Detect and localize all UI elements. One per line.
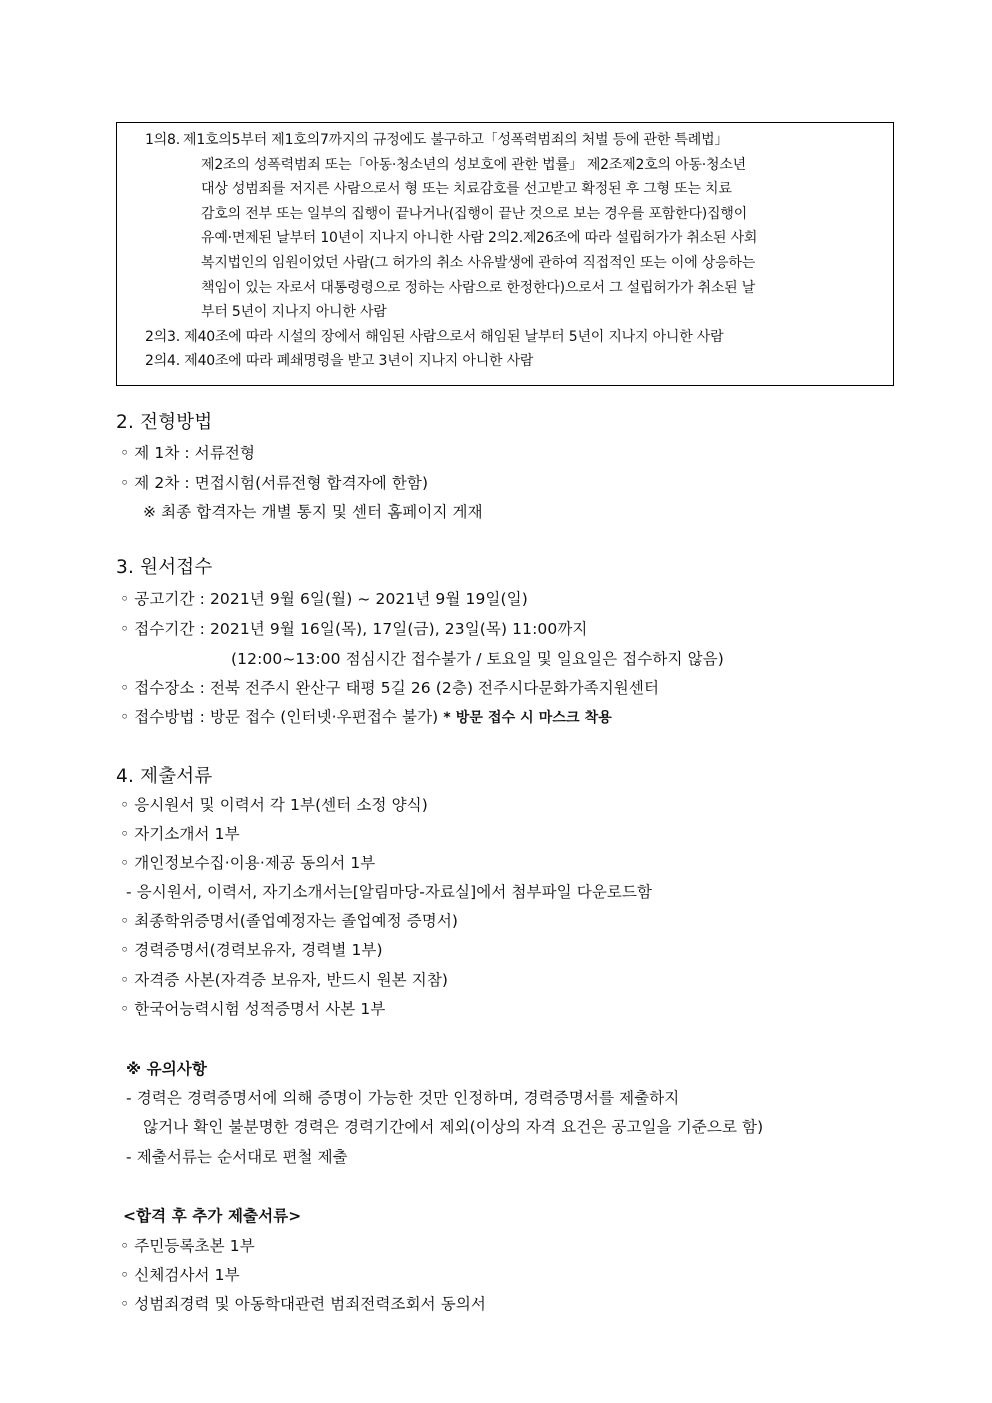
notes-line: - 제출서류는 순서대로 편철 제출 [126, 1148, 348, 1166]
doc-item: ◦ 경력증명서(경력보유자, 경력별 1부) [120, 941, 383, 959]
doc-item: ◦ 응시원서 및 이력서 각 1부(센터 소정 양식) [120, 796, 428, 814]
clause-2-4: 2의4. 제40조에 따라 폐쇄명령을 받고 3년이 지나지 아니한 사람 [145, 353, 534, 370]
announce-period: ◦ 공고기간 : 2021년 9월 6일(월) ~ 2021년 9월 19일(일) [120, 590, 528, 608]
final-notice: ※ 최종 합격자는 개별 통지 및 센터 홈페이지 게재 [143, 503, 483, 521]
receipt-method [120, 705, 612, 727]
doc-item: ◦ 개인정보수집·이용·제공 동의서 1부 [120, 854, 376, 872]
clause-2-3: 2의3. 제40조에 따라 시설의 장에서 해임된 사람으로서 해임된 날부터 5년이 지나지 아니한 사람 [145, 328, 724, 345]
notes-line: - 경력은 경력증명서에 의해 증명이 가능한 것만 인정하며, 경력증명서를 제출하지 [126, 1089, 680, 1107]
clause-line: 복지법인의 임원이었던 사람(그 허가의 취소 사유발생에 관하여 직접적인 또는 이에 상응하는 [201, 254, 756, 271]
receipt-period: ◦ 접수기간 : 2021년 9월 16일(목), 17일(금), 23일(목) 11:00까지 [120, 620, 588, 638]
additional-item: ◦ 성범죄경력 및 아동학대관련 범죄전력조회서 동의서 [120, 1295, 486, 1313]
clause-line: 책임이 있는 자로서 대통령령으로 정하는 사람으로 한정한다)으로서 그 설립허가가 취소된 날 [201, 279, 756, 296]
receipt-place: ◦ 접수장소 : 전북 전주시 완산구 태평 5길 26 (2층) 전주시다문화가족지원센터 [120, 679, 660, 697]
notes-title: ※ 유의사항 [126, 1060, 207, 1078]
clause-line: 부터 5년이 지나지 아니한 사람 [201, 304, 387, 321]
clause-number: 1의8. [145, 132, 180, 148]
selection-step-2: ◦ 제 2차 : 면접시험(서류전형 합격자에 한함) [120, 474, 429, 492]
disqualification-box [116, 122, 894, 386]
receipt-method-text: ◦ 접수방법 : 방문 접수 (인터넷·우편접수 불가) [120, 708, 439, 726]
doc-item-note: - 응시원서, 이력서, 자기소개서는[알림마당-자료실]에서 첨부파일 다운로드함 [126, 883, 653, 901]
selection-step-1: ◦ 제 1차 : 서류전형 [120, 444, 256, 462]
section-3-title: 3. 원서접수 [116, 557, 213, 578]
doc-item: ◦ 최종학위증명서(졸업예정자는 졸업예정 증명서) [120, 912, 459, 930]
notes-line: 않거나 확인 불분명한 경력은 경력기간에서 제외(이상의 자격 요건은 공고일을 기준으로 함) [143, 1118, 764, 1136]
section-2-title: 2. 전형방법 [116, 412, 213, 433]
doc-item: ◦ 한국어능력시험 성적증명서 사본 1부 [120, 1000, 386, 1018]
additional-title: <합격 후 추가 제출서류> [123, 1207, 302, 1225]
receipt-period-note: (12:00~13:00 점심시간 접수불가 / 토요일 및 일요일은 접수하지 않음) [231, 650, 724, 668]
clause-line: 대상 성범죄를 저지른 사람으로서 형 또는 치료감호를 선고받고 확정된 후 그형 또는 치료 [201, 181, 732, 198]
additional-item: ◦ 신체검사서 1부 [120, 1266, 240, 1284]
clause-line: 감호의 전부 또는 일부의 집행이 끝나거나(집행이 끝난 것으로 보는 경우를 포함한다)집행이 [201, 205, 748, 222]
clause-line: 유예·면제된 날부터 10년이 지나지 아니한 사람 2의2.제26조에 따라 설립허가가 취소된 사회 [201, 230, 758, 247]
additional-item: ◦ 주민등록초본 1부 [120, 1237, 255, 1255]
doc-item: ◦ 자격증 사본(자격증 보유자, 반드시 원본 지참) [120, 971, 449, 989]
doc-item: ◦ 자기소개서 1부 [120, 825, 240, 843]
clause-line: 제2조의 성폭력범죄 또는「아동·청소년의 성보호에 관한 법률」 제2조제2호의 아동·청소년 [201, 156, 746, 173]
clause-line: 제1호의5부터 제1호의7까지의 규정에도 불구하고「성폭력범죄의 처벌 등에 관한 특례법」 [183, 132, 729, 148]
section-4-title: 4. 제출서류 [116, 766, 213, 787]
clause-1-8 [127, 128, 885, 325]
mask-notice: * 방문 접수 시 마스크 착용 [443, 710, 612, 726]
